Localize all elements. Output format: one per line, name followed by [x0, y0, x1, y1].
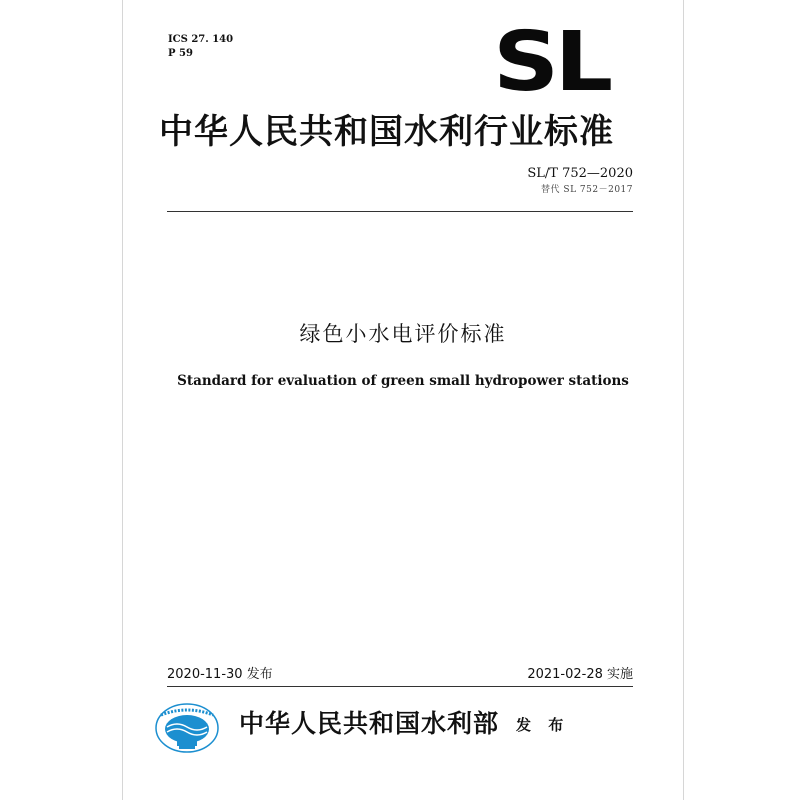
standard-title: 中华人民共和国水利行业标准: [159, 112, 614, 152]
bottom-divider: [167, 686, 633, 687]
issue-date: 2020-11-30 发布: [167, 667, 273, 682]
sl-logo: SL: [493, 15, 609, 110]
ics-code: ICS 27. 140: [168, 34, 234, 45]
ministry-emblem-icon: [155, 703, 219, 753]
standard-cover: [122, 0, 684, 800]
document-title-en: Standard for evaluation of green small hydropower stations: [177, 373, 629, 389]
ministry-name: 中华人民共和国水利部: [239, 709, 500, 738]
publish-label: 发 布: [516, 716, 570, 734]
document-title-cn: 绿色小水电评价标准: [299, 322, 507, 346]
standard-number: SL/T 752—2020: [527, 166, 633, 181]
replaces-note: 替代 SL 752－2017: [541, 185, 633, 195]
top-divider: [167, 211, 633, 212]
category-code: P 59: [168, 48, 193, 59]
implementation-date: 2021-02-28 实施: [527, 667, 633, 682]
